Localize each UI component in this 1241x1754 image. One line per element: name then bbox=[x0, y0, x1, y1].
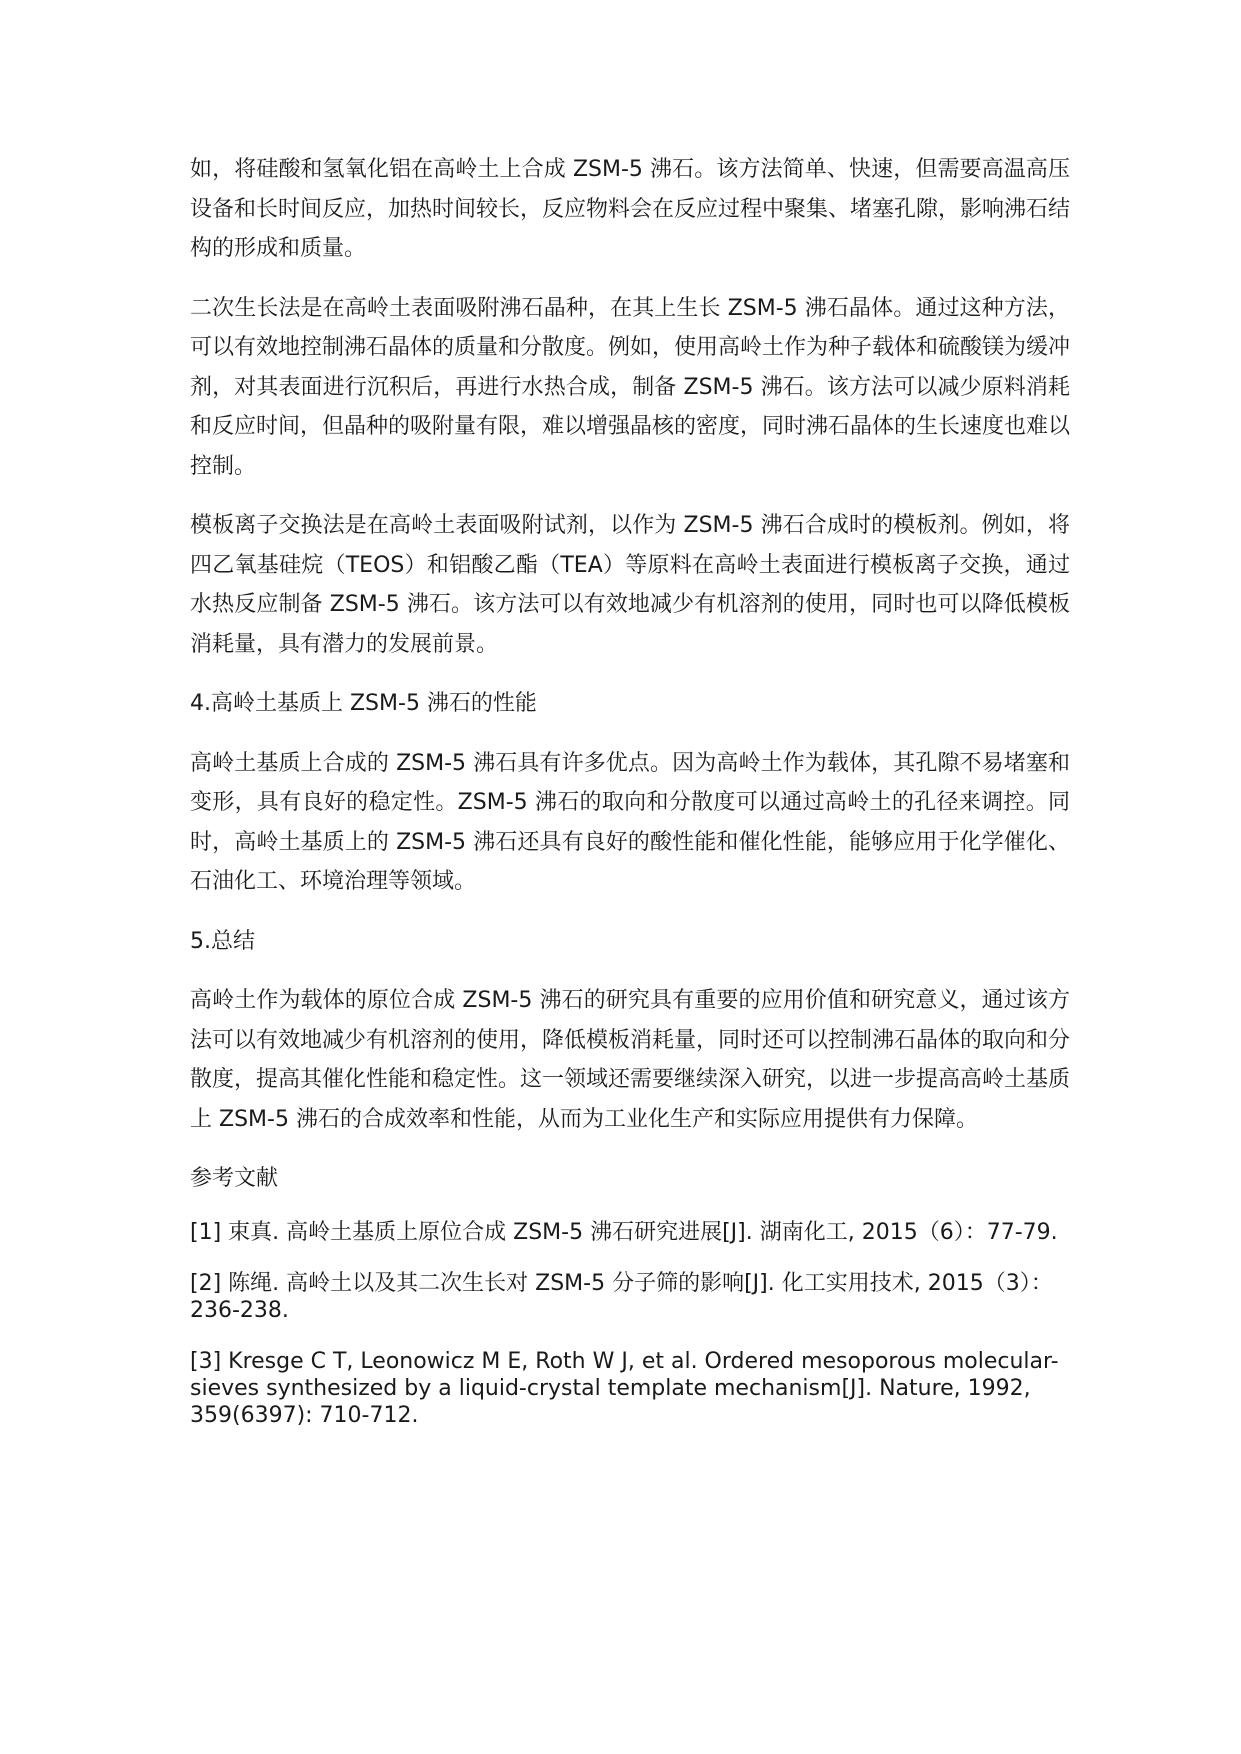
section-heading-performance: 4.高岭土基质上 ZSM-5 沸石的性能 bbox=[190, 691, 537, 716]
reference-item-3: [3] Kresge C T, Leonowicz M E, Roth W J, et al. Ordered mesoporous molecular-sieves synthesized by a liquid-crystal template mechanism[J]. Nature, 1992, 359(6397): 710-712. bbox=[190, 1348, 1059, 1428]
document-page bbox=[190, 150, 1070, 1453]
paragraph-summary: 高岭土作为载体的原位合成 ZSM-5 沸石的研究具有重要的应用价值和研究意义，通过该方法可以有效地减少有机溶剂的使用，降低模板消耗量，同时还可以控制沸石晶体的取向和分散度，提高其催化性能和稳定性。这一领域还需要继续深入研究，以进一步提高高岭土基质上 ZSM-5 沸石的合成效率和性能，从而为工业化生产和实际应用提供有力保障。 bbox=[190, 988, 1071, 1132]
section-heading-summary: 5.总结 bbox=[190, 928, 255, 954]
paragraph-secondary-growth: 二次生长法是在高岭土表面吸附沸石晶种，在其上生长 ZSM-5 沸石晶体。通过这种方法，可以有效地控制沸石晶体的质量和分散度。例如，使用高岭土作为种子载体和硫酸镁为缓冲剂，对其表面进行沉积后，再进行水热合成，制备 ZSM-5 沸石。该方法可以减少原料消耗和反应时间，但晶种的吸附量有限，难以增强晶核的密度，同时沸石晶体的生长速度也难以控制。 bbox=[190, 295, 1071, 479]
paragraph-in-situ-synthesis: 如，将硅酸和氢氧化铝在高岭土上合成 ZSM-5 沸石。该方法简单、快速，但需要高温高压设备和长时间反应，加热时间较长，反应物料会在反应过程中聚集、堵塞孔隙，影响沸石结构的形成和质量。 bbox=[190, 157, 1071, 261]
paragraph-performance: 高岭土基质上合成的 ZSM-5 沸石具有许多优点。因为高岭土作为载体，其孔隙不易堵塞和变形，具有良好的稳定性。ZSM-5 沸石的取向和分散度可以通过高岭土的孔径来调控。同时，高岭土基质上的 ZSM-5 沸石还具有良好的酸性能和催化性能，能够应用于化学催化、石油化工、环境治理等领域。 bbox=[190, 750, 1070, 894]
references-heading: 参考文献 bbox=[190, 1166, 279, 1191]
paragraph-template-ion-exchange: 模板离子交换法是在高岭土表面吸附试剂，以作为 ZSM-5 沸石合成时的模板剂。例如，将四乙氧基硅烷（TEOS）和铝酸乙酯（TEA）等原料在高岭土表面进行模板离子交换，通过水热反应制备 ZSM-5 沸石。该方法可以有效地减少有机溶剂的使用，同时也可以降低模板消耗量，具有潜力的发展前景。 bbox=[190, 513, 1070, 657]
reference-item-2: [2] 陈绳. 高岭土以及其二次生长对 ZSM-5 分子筛的影响[J]. 化工实用技术, 2015（3）：236-238. bbox=[190, 1270, 1053, 1323]
reference-item-1: [1] 束真. 高岭土基质上原位合成 ZSM-5 沸石研究进展[J]. 湖南化工, 2015（6）：77-79. bbox=[190, 1219, 1058, 1245]
